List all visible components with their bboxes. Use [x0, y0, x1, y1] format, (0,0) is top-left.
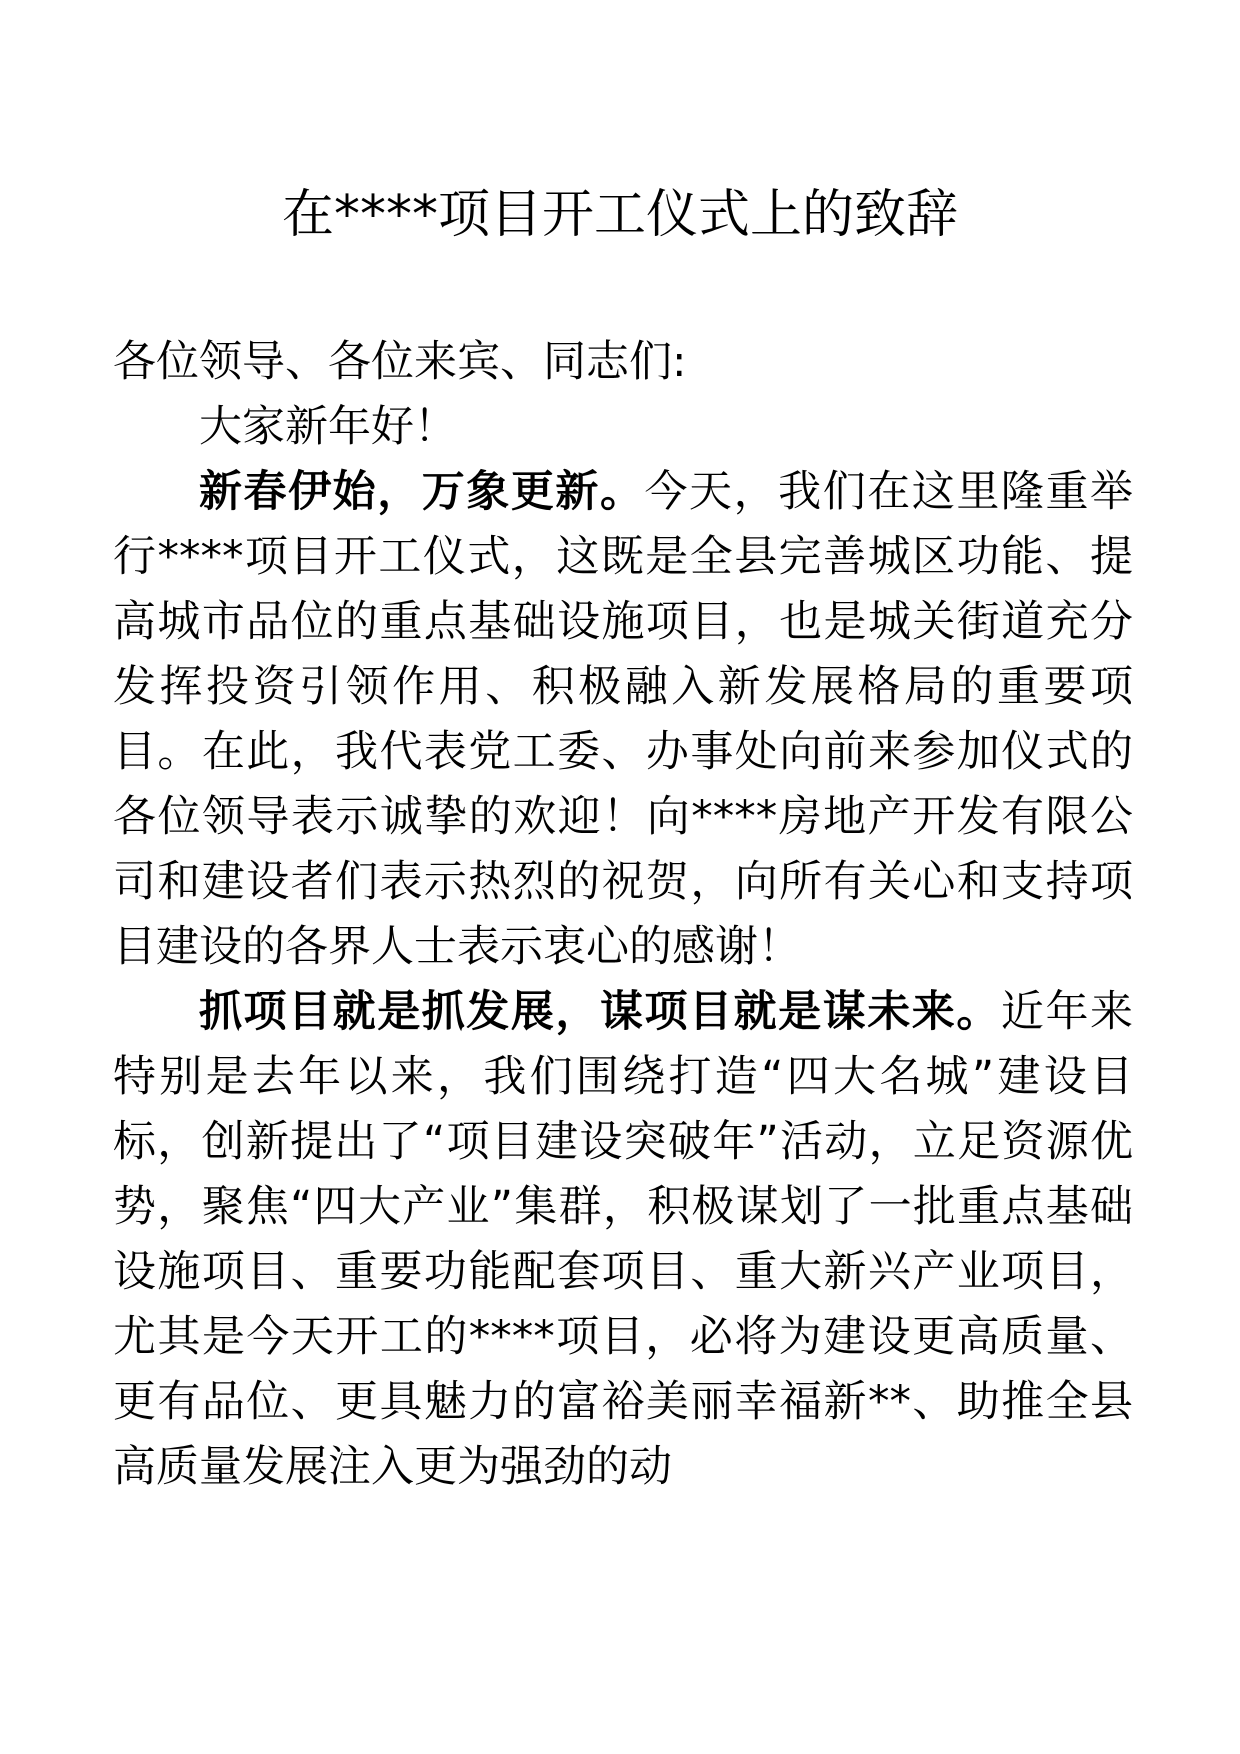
document-title: 在****项目开工仪式上的致辞 [281, 185, 958, 245]
salutation: 各位领导、各位来宾、同志们: [113, 337, 687, 387]
greeting: 大家新年好！ [199, 402, 457, 452]
document-body [113, 330, 1133, 1500]
paragraph-lead: 新春伊始，万象更新。 [199, 467, 645, 517]
paragraph-text: 今天，我们在这里隆重举行****项目开工仪式，这既是全县完善城区功能、提高城市品位的重点基础设施项目，也是城关街道充分发挥投资引领作用、积极融入新发展格局的重要项目。在此，我代表党工委、办事处向前来参加仪式的各位领导表示诚挚的欢迎！向****房地产开发有限公司和建设者们表示热烈的祝贺，向所有关心和支持项目建设的各界人士表示衷心的感谢！ [113, 467, 1133, 972]
paragraph-text: 近年来特别是去年以来，我们围绕打造“四大名城”建设目标，创新提出了“项目建设突破年”活动，立足资源优势，聚焦“四大产业”集群，积极谋划了一批重点基础设施项目、重要功能配套项目、重大新兴产业项目，尤其是今天开工的****项目，必将为建设更高质量、更有品位、更具魅力的富裕美丽幸福新**、助推全县高质量发展注入更为强劲的动 [113, 987, 1134, 1492]
paragraph [113, 460, 1133, 980]
paragraph-lead: 抓项目就是抓发展，谋项目就是谋未来。 [199, 987, 1001, 1037]
paragraph [113, 980, 1133, 1500]
